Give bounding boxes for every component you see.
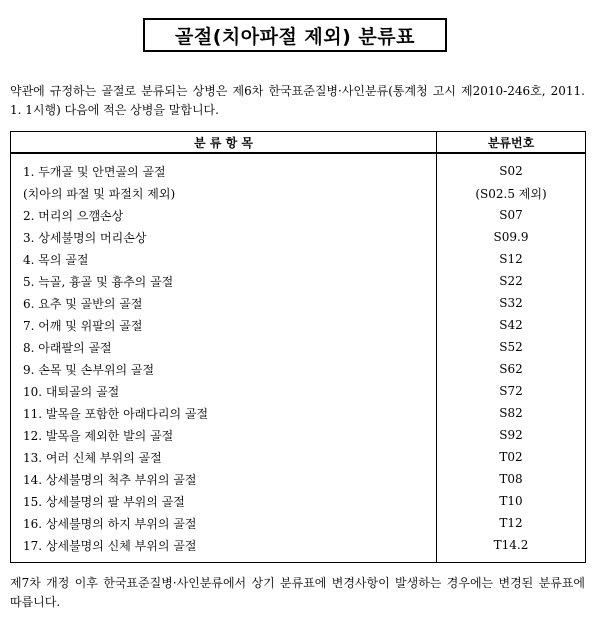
intro-paragraph: 약관에 규정하는 골절로 분류되는 상병은 제6차 한국표준질병·사인분류(통계청 고시 제2010-246호, 2011. 1. 1시행) 다음에 적은 상병을 말합니다.: [10, 84, 585, 117]
table-row: [11, 314, 586, 336]
classification-item: 10. 대퇴골의 골절: [11, 380, 437, 402]
classification-item: 3. 상세불명의 머리손상: [11, 226, 437, 248]
classification-item: 4. 목의 골절: [11, 248, 437, 270]
table-row: [11, 248, 586, 270]
footer-note: 제7차 개정 이후 한국표준질병·사인분류에서 상기 분류표에 변경사항이 발생하는 경우에는 변경된 분류표에 따릅니다.: [10, 576, 585, 609]
classification-code: S62: [437, 358, 586, 380]
classification-code: S82: [437, 402, 586, 424]
classification-item: 8. 아래팔의 골절: [11, 336, 437, 358]
classification-code: S09.9: [437, 226, 586, 248]
classification-item: 13. 여러 신체 부위의 골절: [11, 446, 437, 468]
table-row: [11, 380, 586, 402]
classification-item: 5. 늑골, 흉골 및 흉추의 골절: [11, 270, 437, 292]
classification-code: S52: [437, 336, 586, 358]
classification-code: S92: [437, 424, 586, 446]
classification-item: 12. 발목을 제외한 발의 골절: [11, 424, 437, 446]
table-row: [11, 182, 586, 204]
classification-code: T12: [437, 512, 586, 534]
table-row: [11, 292, 586, 314]
classification-table: [10, 131, 586, 563]
table-row: [11, 446, 586, 468]
table-row: [11, 402, 586, 424]
table-header-row: [11, 132, 586, 154]
table-row: [11, 424, 586, 446]
header-code: 분류번호: [437, 132, 586, 154]
header-item: 분 류 항 목: [11, 132, 437, 154]
classification-code: S22: [437, 270, 586, 292]
classification-code: S72: [437, 380, 586, 402]
classification-code: S32: [437, 292, 586, 314]
classification-item: 9. 손목 및 손부위의 골절: [11, 358, 437, 380]
table-row: [11, 358, 586, 380]
table-row: [11, 512, 586, 534]
classification-code: T08: [437, 468, 586, 490]
classification-code: S02: [437, 153, 586, 182]
classification-code: S07: [437, 204, 586, 226]
classification-code: T14.2: [437, 534, 586, 563]
classification-item: 15. 상세불명의 팔 부위의 골절: [11, 490, 437, 512]
table-row: [11, 204, 586, 226]
classification-item: 16. 상세불명의 하지 부위의 골절: [11, 512, 437, 534]
table-row: [11, 270, 586, 292]
classification-item: 7. 어깨 및 위팔의 골절: [11, 314, 437, 336]
table-row: [11, 490, 586, 512]
classification-item: 1. 두개골 및 안면골의 골절: [11, 153, 437, 182]
classification-item: 14. 상세불명의 척추 부위의 골절: [11, 468, 437, 490]
table-body: [11, 153, 586, 563]
classification-code: T02: [437, 446, 586, 468]
document-title: 골절(치아파절 제외) 분류표: [143, 18, 447, 52]
classification-item: 2. 머리의 으깸손상: [11, 204, 437, 226]
classification-item: 17. 상세불명의 신체 부위의 골절: [11, 534, 437, 563]
classification-code: S12: [437, 248, 586, 270]
classification-code: T10: [437, 490, 586, 512]
classification-item: 11. 발목을 포함한 아래다리의 골절: [11, 402, 437, 424]
table-row: [11, 534, 586, 563]
table-row: [11, 226, 586, 248]
classification-item: (치아의 파절 및 파절치 제외): [11, 182, 437, 204]
classification-code: (S02.5 제외): [437, 182, 586, 204]
table-row: [11, 153, 586, 182]
classification-item: 6. 요추 및 골반의 골절: [11, 292, 437, 314]
table-row: [11, 336, 586, 358]
classification-code: S42: [437, 314, 586, 336]
table-row: [11, 468, 586, 490]
